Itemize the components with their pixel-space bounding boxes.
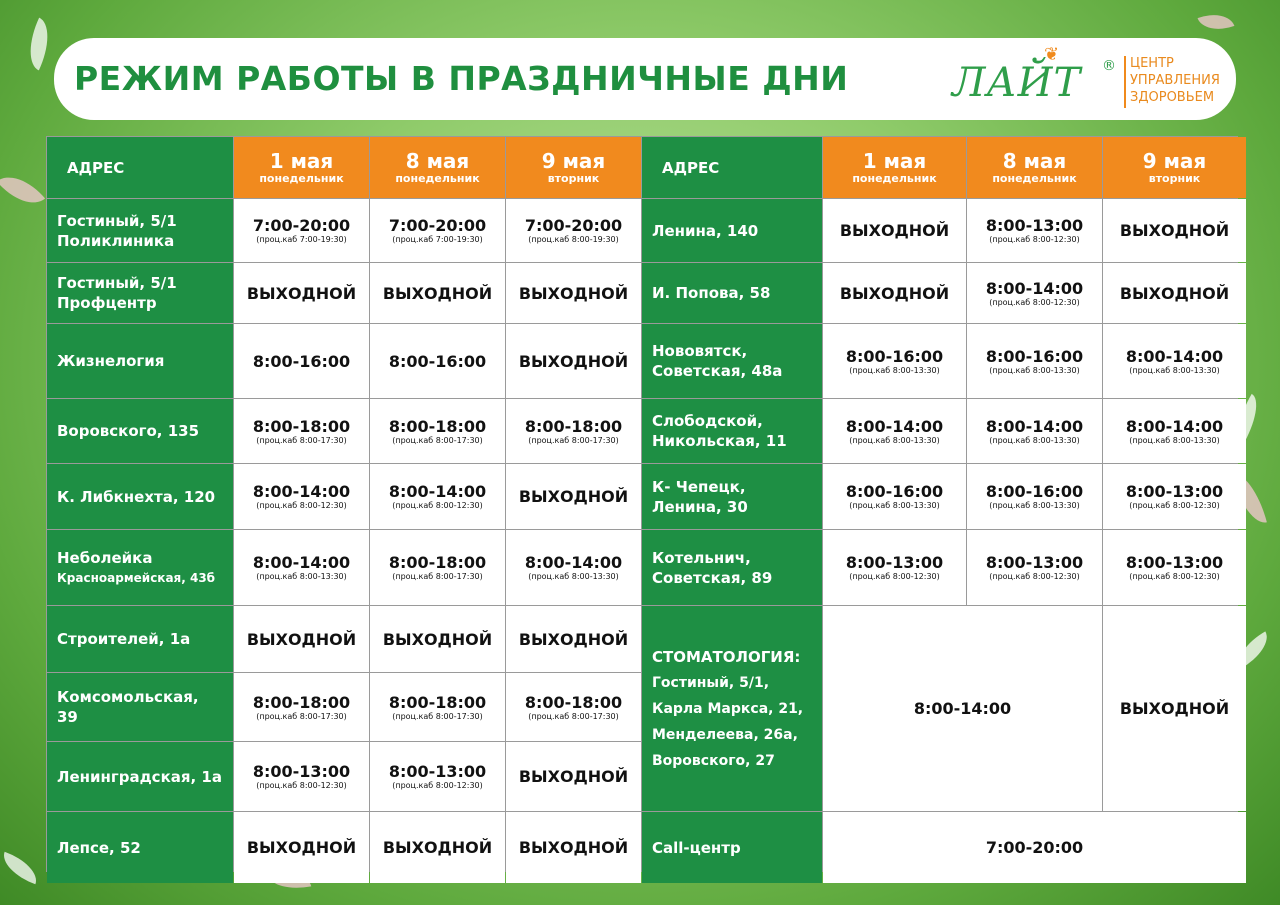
address-line: К- Чепецк, (652, 477, 746, 496)
address-line: Воровского, 135 (57, 422, 200, 440)
day-date: 1 мая (862, 148, 927, 173)
schedule-cell (370, 263, 505, 323)
work-hours: 8:00-14:00 (985, 278, 1084, 298)
schedule-cell (234, 673, 369, 741)
petal-decoration (0, 165, 45, 215)
schedule-cell (234, 324, 369, 398)
day-header (967, 137, 1102, 198)
page-title: РЕЖИМ РАБОТЫ В ПРАЗДНИЧНЫЕ ДНИ (74, 59, 849, 98)
schedule-cell (1103, 399, 1246, 463)
address-line: Гостиный, 5/1, (652, 674, 770, 691)
address-cell (47, 399, 233, 463)
work-hours: 8:00-14:00 (252, 482, 351, 501)
work-hours: 8:00-13:00 (985, 216, 1084, 235)
schedule-cell (370, 199, 505, 262)
procedure-hours-note: (проц.каб 8:00-17:30) (392, 711, 483, 721)
procedure-hours-note: (проц.каб 8:00-12:30) (256, 781, 347, 790)
procedure-hours-note: (проц.каб 8:00-13:30) (1129, 365, 1220, 375)
procedure-hours-note: (проц.каб 8:00-17:30) (528, 435, 619, 445)
procedure-hours-note: (проц.каб 7:00-19:30) (392, 235, 483, 244)
address-line: Менделеева, 26а, (652, 726, 798, 743)
schedule-cell (234, 464, 369, 529)
address-line: Гостиный, 5/1 (57, 211, 177, 230)
address-cell (47, 464, 233, 529)
work-hours: 8:00-14:00 (1125, 416, 1224, 436)
address-cell (47, 812, 233, 883)
procedure-hours-note: (проц.каб 8:00-17:30) (256, 711, 347, 721)
address-line: Ленинградская, 1а (57, 767, 222, 786)
procedure-hours-note: (проц.каб 8:00-12:30) (1129, 572, 1220, 581)
day-off-label: ВЫХОДНОЙ (518, 629, 629, 649)
procedure-hours-note: (проц.каб 8:00-17:30) (392, 572, 483, 581)
address-cell (642, 530, 822, 605)
day-header (234, 137, 369, 198)
petal-decoration (0, 852, 42, 884)
schedule-cell (506, 199, 641, 262)
logo-divider (1124, 56, 1126, 108)
schedule-cell (823, 324, 966, 398)
work-hours: 8:00-18:00 (388, 692, 487, 712)
address-line: Комсомольская, 39 (57, 688, 199, 726)
address-cell (47, 263, 233, 323)
work-hours: 8:00-13:00 (252, 762, 351, 781)
day-off-label: ВЫХОДНОЙ (246, 629, 357, 649)
schedule-cell (506, 263, 641, 323)
schedule-cell (1103, 530, 1246, 605)
schedule-cell (370, 464, 505, 529)
address-line: Гостиный, 5/1 (57, 274, 177, 292)
dentistry-day3-cell (1103, 606, 1246, 811)
day-off-label: ВЫХОДНОЙ (839, 283, 950, 303)
schedule-cell (370, 742, 505, 811)
schedule-cell (506, 464, 641, 529)
work-hours: 8:00-14:00 (388, 482, 487, 501)
work-hours: 8:00-13:00 (985, 553, 1084, 572)
work-hours: 8:00-13:00 (845, 553, 944, 572)
address-line: Воровского, 27 (652, 752, 775, 769)
procedure-hours-note: (проц.каб 8:00-12:30) (989, 572, 1080, 581)
schedule-cell (506, 324, 641, 398)
day-off-label: ВЫХОДНОЙ (839, 221, 950, 240)
schedule-cell (967, 199, 1102, 262)
procedure-hours-note: (проц.каб 7:00-19:30) (256, 235, 347, 244)
schedule-cell (823, 199, 966, 262)
day-off-label: ВЫХОДНОЙ (518, 351, 629, 371)
work-hours: 8:00-14:00 (1125, 346, 1224, 366)
procedure-hours-note: (проц.каб 8:00-12:30) (392, 781, 483, 790)
schedule-cell (234, 606, 369, 672)
address-cell (47, 530, 233, 605)
day-off-label: ВЫХОДНОЙ (246, 838, 357, 857)
day-weekday: вторник (1148, 171, 1201, 185)
work-hours: 7:00-20:00 (252, 216, 351, 235)
header-banner (54, 38, 1236, 120)
address-line: Строителей, 1а (57, 630, 191, 648)
schedule-cell (506, 673, 641, 741)
schedule-cell (1103, 199, 1246, 262)
procedure-hours-note: (проц.каб 8:00-13:30) (1129, 435, 1220, 445)
day-off-label: ВЫХОДНОЙ (382, 629, 493, 649)
address-line: Поликлиника (57, 231, 175, 250)
work-hours: 8:00-13:00 (388, 762, 487, 781)
procedure-hours-note: (проц.каб 8:00-12:30) (989, 297, 1080, 307)
schedule-cell (823, 399, 966, 463)
day-weekday: вторник (547, 171, 600, 185)
schedule-cell (234, 742, 369, 811)
day-header (1103, 137, 1246, 198)
day-header (506, 137, 641, 198)
brand-logo (952, 44, 1222, 112)
day-off-label: ВЫХОДНОЙ (518, 838, 629, 857)
address-header: АДРЕС (47, 137, 233, 198)
day-off-label: ВЫХОДНОЙ (1119, 221, 1230, 240)
work-hours: 8:00-18:00 (252, 692, 351, 712)
schedule-cell (1103, 464, 1246, 529)
work-hours: 8:00-18:00 (388, 553, 487, 572)
work-hours: 8:00-14:00 (913, 699, 1012, 718)
address-line: Нововятск, (652, 342, 748, 360)
work-hours: 8:00-16:00 (985, 482, 1084, 501)
schedule-cell (967, 530, 1102, 605)
schedule-cell (967, 464, 1102, 529)
day-off-label: ВЫХОДНОЙ (518, 487, 629, 506)
address-line: Котельнич, (652, 548, 751, 567)
address-cell (642, 464, 822, 529)
work-hours: 8:00-16:00 (985, 346, 1084, 366)
day-off-label: ВЫХОДНОЙ (1119, 699, 1230, 718)
logo-registered-mark: ® (1102, 58, 1116, 74)
schedule-cell (967, 324, 1102, 398)
procedure-hours-note: (проц.каб 8:00-13:30) (989, 435, 1080, 445)
address-line: Жизнелогия (57, 352, 165, 370)
schedule-cell (370, 606, 505, 672)
procedure-hours-note: (проц.каб 8:00-13:30) (849, 365, 940, 375)
procedure-hours-note: (проц.каб 8:00-13:30) (256, 572, 347, 581)
schedule-cell (234, 530, 369, 605)
address-cell (642, 324, 822, 398)
address-cell (47, 673, 233, 741)
address-line: Ленина, 140 (652, 221, 759, 240)
day-weekday: понедельник (259, 171, 344, 185)
procedure-hours-note: (проц.каб 8:00-12:30) (392, 501, 483, 510)
work-hours: 7:00-20:00 (524, 216, 623, 235)
procedure-hours-note: (проц.каб 8:00-13:30) (528, 572, 619, 581)
butterfly-icon: ❦ (1044, 44, 1060, 65)
petal-decoration (19, 18, 59, 71)
work-hours: 8:00-18:00 (388, 416, 487, 436)
day-weekday: понедельник (852, 171, 937, 185)
address-line: Профцентр (57, 294, 157, 312)
work-hours: 8:00-18:00 (252, 416, 351, 436)
day-off-label: ВЫХОДНОЙ (518, 767, 629, 786)
dentistry-hours-cell (823, 606, 1102, 811)
work-hours: 8:00-18:00 (524, 692, 623, 712)
work-hours: 8:00-16:00 (845, 482, 944, 501)
procedure-hours-note: (проц.каб 8:00-13:30) (849, 501, 940, 510)
schedule-cell (370, 673, 505, 741)
schedule-cell (823, 530, 966, 605)
schedule-cell (506, 530, 641, 605)
procedure-hours-note: (проц.каб 8:00-12:30) (256, 501, 347, 510)
address-line: Ленина, 30 (652, 497, 748, 516)
procedure-hours-note: (проц.каб 8:00-17:30) (392, 435, 483, 445)
work-hours: 8:00-18:00 (524, 416, 623, 436)
address-line: Слободской, (652, 412, 763, 430)
dentistry-address-cell (642, 606, 822, 811)
day-weekday: понедельник (992, 171, 1077, 185)
schedule-cell (823, 464, 966, 529)
day-off-label: ВЫХОДНОЙ (518, 283, 629, 303)
address-line: И. Попова, 58 (652, 284, 771, 302)
day-date: 8 мая (1002, 148, 1067, 173)
schedule-cell (1103, 263, 1246, 323)
work-hours: 8:00-14:00 (524, 553, 623, 572)
day-date: 8 мая (405, 148, 470, 173)
work-hours: 8:00-14:00 (985, 416, 1084, 436)
dentistry-title: СТОМАТОЛОГИЯ: (652, 647, 801, 666)
day-off-label: ВЫХОДНОЙ (382, 283, 493, 303)
address-line: Карла Маркса, 21, (652, 700, 804, 717)
work-hours: 8:00-16:00 (388, 351, 487, 371)
day-off-label: ВЫХОДНОЙ (1119, 283, 1230, 303)
schedule-cell (506, 812, 641, 883)
day-header (370, 137, 505, 198)
address-line: Красноармейская, 43б (57, 570, 216, 585)
schedule-cell (370, 530, 505, 605)
procedure-hours-note: (проц.каб 8:00-12:30) (849, 572, 940, 581)
address-cell (47, 742, 233, 811)
day-weekday: понедельник (395, 171, 480, 185)
callcenter-hours-cell (823, 812, 1246, 883)
schedule-cell (506, 606, 641, 672)
address-line: Лепсе, 52 (57, 838, 141, 857)
address-cell (47, 606, 233, 672)
procedure-hours-note: (проц.каб 8:00-13:30) (849, 435, 940, 445)
callcenter-label-cell (642, 812, 822, 883)
callcenter-label: Call-центр (652, 838, 741, 857)
day-off-label: ВЫХОДНОЙ (382, 838, 493, 857)
address-line: Неболейка (57, 548, 153, 567)
address-line: К. Либкнехта, 120 (57, 487, 216, 506)
day-date: 1 мая (269, 148, 334, 173)
day-date: 9 мая (1142, 148, 1207, 173)
schedule-cell (506, 399, 641, 463)
address-cell (642, 263, 822, 323)
schedule-cell (234, 812, 369, 883)
work-hours: 8:00-14:00 (252, 553, 351, 572)
schedule-cell (370, 812, 505, 883)
schedule-cell (506, 742, 641, 811)
logo-word: ЛАЙТ (952, 60, 1082, 106)
procedure-hours-note: (проц.каб 8:00-12:30) (989, 235, 1080, 244)
work-hours: 8:00-16:00 (252, 351, 351, 371)
work-hours: 8:00-16:00 (845, 346, 944, 366)
procedure-hours-note: (проц.каб 8:00-12:30) (1129, 501, 1220, 510)
schedule-table (46, 136, 1238, 872)
address-cell (47, 199, 233, 262)
schedule-cell (234, 199, 369, 262)
schedule-cell (823, 263, 966, 323)
day-off-label: ВЫХОДНОЙ (246, 283, 357, 303)
address-cell (642, 399, 822, 463)
procedure-hours-note: (проц.каб 8:00-19:30) (528, 235, 619, 244)
address-header: АДРЕС (642, 137, 822, 198)
work-hours: 7:00-20:00 (985, 838, 1084, 857)
address-line: Советская, 48а (652, 362, 783, 380)
work-hours: 7:00-20:00 (388, 216, 487, 235)
procedure-hours-note: (проц.каб 8:00-17:30) (528, 711, 619, 721)
procedure-hours-note: (проц.каб 8:00-17:30) (256, 435, 347, 445)
petal-decoration (1198, 7, 1235, 37)
work-hours: 8:00-14:00 (845, 416, 944, 436)
procedure-hours-note: (проц.каб 8:00-13:30) (989, 501, 1080, 510)
address-line: Советская, 89 (652, 568, 773, 587)
schedule-cell (1103, 324, 1246, 398)
schedule-cell (370, 399, 505, 463)
procedure-hours-note: (проц.каб 8:00-13:30) (989, 365, 1080, 375)
address-line: Никольская, 11 (652, 432, 787, 450)
day-date: 9 мая (541, 148, 606, 173)
day-header (823, 137, 966, 198)
schedule-cell (967, 263, 1102, 323)
schedule-cell (234, 263, 369, 323)
schedule-cell (234, 399, 369, 463)
logo-subtitle: ЦЕНТР УПРАВЛЕНИЯ ЗДОРОВЬЕМ (1130, 56, 1220, 105)
schedule-cell (967, 399, 1102, 463)
schedule-cell (370, 324, 505, 398)
work-hours: 8:00-13:00 (1125, 553, 1224, 572)
work-hours: 8:00-13:00 (1125, 482, 1224, 501)
address-cell (642, 199, 822, 262)
address-cell (47, 324, 233, 398)
